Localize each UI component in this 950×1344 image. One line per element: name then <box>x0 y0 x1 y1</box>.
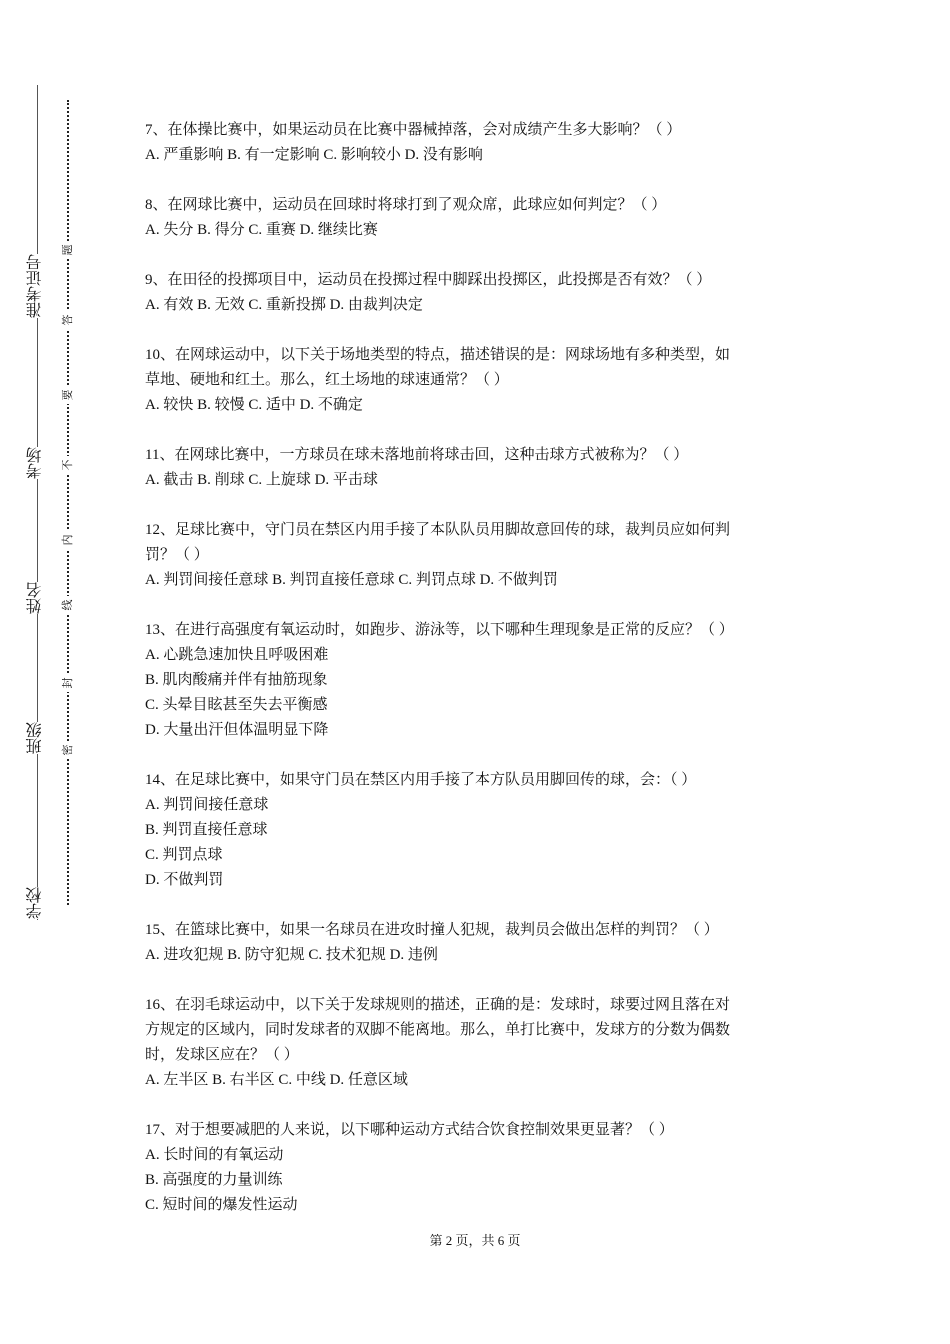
question-line: C. 头晕目眩甚至失去平衡感 <box>145 697 328 713</box>
question-line: B. 高强度的力量训练 <box>145 1172 283 1188</box>
question-line: 罚？（ ） <box>145 547 209 563</box>
question-line: D. 不做判罚 <box>145 872 224 888</box>
question-line: D. 大量出汗但体温明显下降 <box>145 722 329 738</box>
question-text: 17、对于想要减肥的人来说，以下哪种运动方式结合饮食控制效果更显著？（ ） <box>145 1122 674 1138</box>
question-line: B. 肌肉酸痛并伴有抽筋现象 <box>145 672 328 688</box>
question-text: 8、在网球比赛中，运动员在回球时将球打到了观众席，此球应如何判定？（ ） <box>145 197 667 213</box>
question-line: 方规定的区域内，同时发球者的双脚不能离地。那么，单打比赛中，发球方的分数为偶数 <box>145 1022 731 1038</box>
question-line: C. 判罚点球 <box>145 847 223 863</box>
binding-solid-line <box>37 85 38 920</box>
question-line: C. 短时间的爆发性运动 <box>145 1197 298 1213</box>
question-text: 14、在足球比赛中，如果守门员在禁区内用手接了本方队员用脚回传的球，会：（ ） <box>145 772 697 788</box>
question-text: 9、在田径的投掷项目中，运动员在投掷过程中脚踩出投掷区，此投掷是否有效？（ ） <box>145 272 712 288</box>
binding-dotted-line <box>67 100 69 905</box>
field-label: 考场 <box>24 447 50 479</box>
question-text: 13、在进行高强度有氧运动时，如跑步、游泳等，以下哪种生理现象是正常的反应？（ ） <box>145 622 734 638</box>
seal-char: 线 <box>59 596 77 614</box>
question-text: 15、在篮球比赛中，如果一名球员在进攻时撞人犯规，裁判员会做出怎样的判罚？（ ） <box>145 922 719 938</box>
question-line: A. 失分 B. 得分 C. 重赛 D. 继续比赛 <box>145 222 378 238</box>
question-line: A. 较快 B. 较慢 C. 适中 D. 不确定 <box>145 397 363 413</box>
question <box>145 768 825 893</box>
page-footer: 第 2 页，共 6 页 <box>429 1233 521 1248</box>
question-text: 12、足球比赛中，守门员在禁区内用手接了本队队员用脚故意回传的球，裁判员应如何判 <box>145 522 731 538</box>
question-text: 11、在网球比赛中，一方球员在球未落地前将球击回，这种击球方式被称为？（ ） <box>145 447 689 463</box>
question <box>145 343 825 418</box>
question-line: A. 进攻犯规 B. 防守犯规 C. 技术犯规 D. 违例 <box>145 947 438 963</box>
field-label: 姓名 <box>24 582 50 614</box>
seal-char: 封 <box>59 674 77 692</box>
question <box>145 118 825 168</box>
question-list <box>145 118 825 1243</box>
question-text: 10、在网球运动中，以下关于场地类型的特点，描述错误的是：网球场地有多种类型，如 <box>145 347 731 363</box>
question-text: 7、在体操比赛中，如果运动员在比赛中器械掉落，会对成绩产生多大影响？（ ） <box>145 122 682 138</box>
seal-char: 不 <box>59 456 77 474</box>
question <box>145 443 825 493</box>
question <box>145 993 825 1093</box>
seal-char: 密 <box>59 741 77 759</box>
field-label: 班级 <box>24 722 50 754</box>
question-line: A. 截击 B. 削球 C. 上旋球 D. 平击球 <box>145 472 378 488</box>
question-line: A. 左半区 B. 右半区 C. 中线 D. 任意区域 <box>145 1072 408 1088</box>
question-line: A. 心跳急速加快且呼吸困难 <box>145 647 329 663</box>
field-label: 准考证号 <box>24 254 50 318</box>
question-line: 草地、硬地和红土。那么，红土场地的球速通常？（ ） <box>145 372 509 388</box>
question-line: A. 长时间的有氧运动 <box>145 1147 284 1163</box>
question-line: A. 判罚间接任意球 <box>145 797 269 813</box>
question <box>145 193 825 243</box>
question <box>145 268 825 318</box>
field-label: 学校 <box>24 887 50 919</box>
question-text: 16、在羽毛球运动中，以下关于发球规则的描述，正确的是：发球时，球要过网且落在对 <box>145 997 731 1013</box>
question <box>145 618 825 743</box>
question <box>145 918 825 968</box>
seal-char: 内 <box>59 531 77 549</box>
question-line: A. 严重影响 B. 有一定影响 C. 影响较小 D. 没有影响 <box>145 147 483 163</box>
question-line: B. 判罚直接任意球 <box>145 822 268 838</box>
seal-char: 答 <box>59 311 77 329</box>
seal-char: 题 <box>59 241 77 259</box>
question <box>145 518 825 593</box>
question-line: A. 判罚间接任意球 B. 判罚直接任意球 C. 判罚点球 D. 不做判罚 <box>145 572 558 588</box>
seal-char: 要 <box>59 386 77 404</box>
question-line: A. 有效 B. 无效 C. 重新投掷 D. 由裁判决定 <box>145 297 423 313</box>
question <box>145 1118 825 1218</box>
question-line: 时，发球区应在？（ ） <box>145 1047 299 1063</box>
